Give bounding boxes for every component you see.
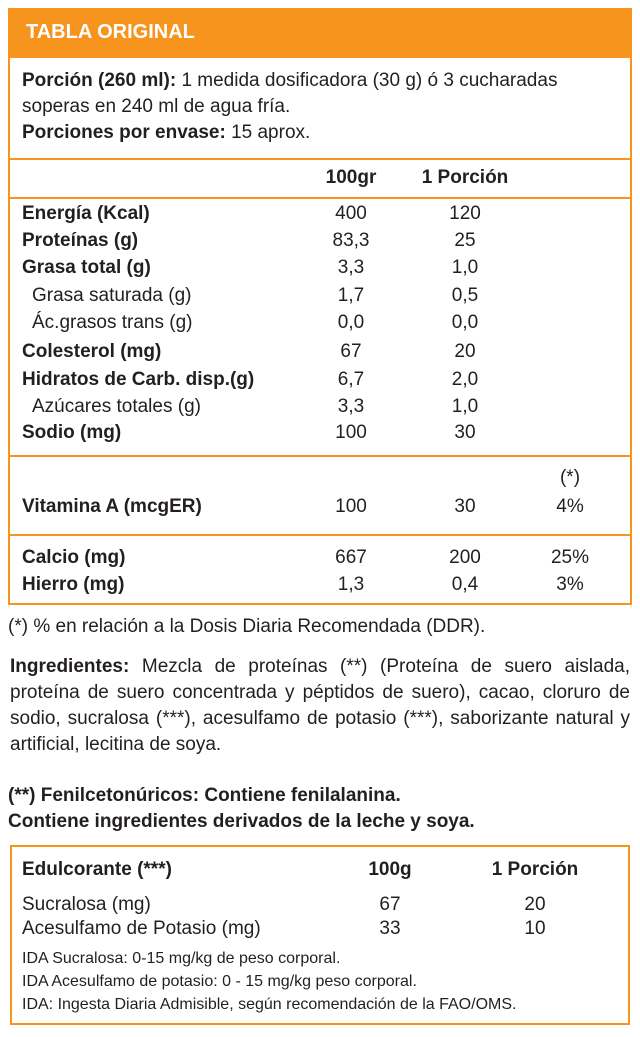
serving-line-1 [22, 68, 557, 94]
mineral-name: Hierro (mg) [22, 574, 125, 595]
nutrient-value-portion: 20 [454, 341, 476, 362]
table-title: TABLA ORIGINAL [26, 21, 195, 43]
nutrient-value-portion: 2,0 [451, 369, 479, 390]
ingredients-label: Ingredientes: [10, 656, 130, 677]
allergen-warning: Contiene ingredientes derivados de la leche y soya. [8, 811, 475, 832]
nutrient-value-portion: 0,0 [451, 312, 479, 333]
nutrient-value-portion: 1,0 [451, 257, 479, 278]
phenylketonuric-warning: (**) Fenilcetonúricos: Contiene fenilalanina. [8, 785, 401, 806]
mineral-pct: 25% [550, 547, 590, 568]
mineral-value-100: 1,3 [337, 574, 365, 595]
sweetener-value-portion: 20 [524, 894, 546, 915]
nutrient-value-portion: 120 [449, 203, 481, 224]
serving-label: Porción (260 ml): [22, 70, 177, 91]
nutrient-name: Grasa total (g) [22, 257, 151, 278]
nutrient-value-portion: 1,0 [451, 396, 479, 417]
nutrient-value-portion: 30 [454, 422, 476, 443]
sweetener-value-portion: 10 [524, 918, 546, 939]
nutrient-value-100: 3,3 [337, 257, 365, 278]
ida-note: IDA: Ingesta Diaria Admisible, según recomendación de la FAO/OMS. [22, 996, 517, 1013]
nutrient-name: Azúcares totales (g) [32, 396, 201, 417]
ingredients-text: Mezcla de proteínas (**) (Proteína de suero aislada, proteína de suero concentrada y péptidos de suero), cacao, cloruro de sodio, sucralosa (***), acesulfamo de potasio (***), saborizante natural y artificial, lecitina de soya. [10, 656, 631, 755]
nutrient-value-100: 6,7 [337, 369, 365, 390]
sweetener-column-portion: 1 Porción [491, 859, 579, 880]
column-header-100gr: 100gr [325, 167, 377, 188]
nutrient-name: Ác.grasos trans (g) [32, 312, 193, 333]
ddr-note: (*) % en relación a la Dosis Diaria Recomendada (DDR). [8, 616, 486, 637]
nutrient-name: Sodio (mg) [22, 422, 122, 443]
vitamin-value-portion: 30 [454, 496, 476, 517]
column-header-portion: 1 Porción [421, 167, 509, 188]
serving-text-2: soperas en 240 ml de agua fría. [22, 96, 291, 117]
nutrient-value-100: 67 [340, 341, 362, 362]
nutrient-value-100: 400 [335, 203, 367, 224]
divider-vitamin [8, 455, 632, 457]
mineral-name: Calcio (mg) [22, 547, 126, 568]
divider-minerals [8, 534, 632, 536]
ingredients [10, 654, 630, 758]
ddr-ref-mark: (*) [559, 467, 581, 488]
nutrient-value-portion: 25 [454, 230, 476, 251]
sweetener-column-100g: 100g [368, 859, 412, 880]
nutrient-name: Proteínas (g) [22, 230, 139, 251]
sweetener-header: Edulcorante (***) [22, 859, 172, 880]
divider-serving [8, 158, 632, 160]
serving-text-1: 1 medida dosificadora (30 g) ó 3 cucharadas [181, 70, 558, 91]
nutrient-value-portion: 0,5 [451, 285, 479, 306]
sweetener-value-100: 33 [379, 918, 401, 939]
nutrient-value-100: 100 [335, 422, 367, 443]
mineral-value-portion: 200 [449, 547, 481, 568]
sweetener-value-100: 67 [379, 894, 401, 915]
nutrient-value-100: 0,0 [337, 312, 365, 333]
sweetener-name: Acesulfamo de Potasio (mg) [22, 918, 261, 939]
ida-note: IDA Sucralosa: 0-15 mg/kg de peso corporal. [22, 950, 341, 967]
nutrient-name: Hidratos de Carb. disp.(g) [22, 369, 255, 390]
nutrient-value-100: 83,3 [332, 230, 370, 251]
mineral-value-100: 667 [335, 547, 367, 568]
servings-per-pack-value: 15 aprox. [231, 122, 311, 143]
nutrient-value-100: 3,3 [337, 396, 365, 417]
vitamin-value-100: 100 [335, 496, 367, 517]
mineral-pct: 3% [556, 574, 584, 595]
servings-per-pack-label: Porciones por envase: [22, 122, 226, 143]
nutrient-name: Colesterol (mg) [22, 341, 162, 362]
sweetener-name: Sucralosa (mg) [22, 894, 151, 915]
vitamin-pct: 4% [556, 496, 584, 517]
nutrient-name: Energía (Kcal) [22, 203, 150, 224]
nutrient-value-100: 1,7 [337, 285, 365, 306]
mineral-value-portion: 0,4 [451, 574, 479, 595]
ida-note: IDA Acesulfamo de potasio: 0 - 15 mg/kg peso corporal. [22, 973, 417, 990]
nutrient-name: Grasa saturada (g) [32, 285, 192, 306]
divider-columns [8, 197, 632, 199]
vitamin-name: Vitamina A (mcgER) [22, 496, 202, 517]
servings-per-pack [22, 120, 310, 146]
title-bar [8, 8, 632, 58]
